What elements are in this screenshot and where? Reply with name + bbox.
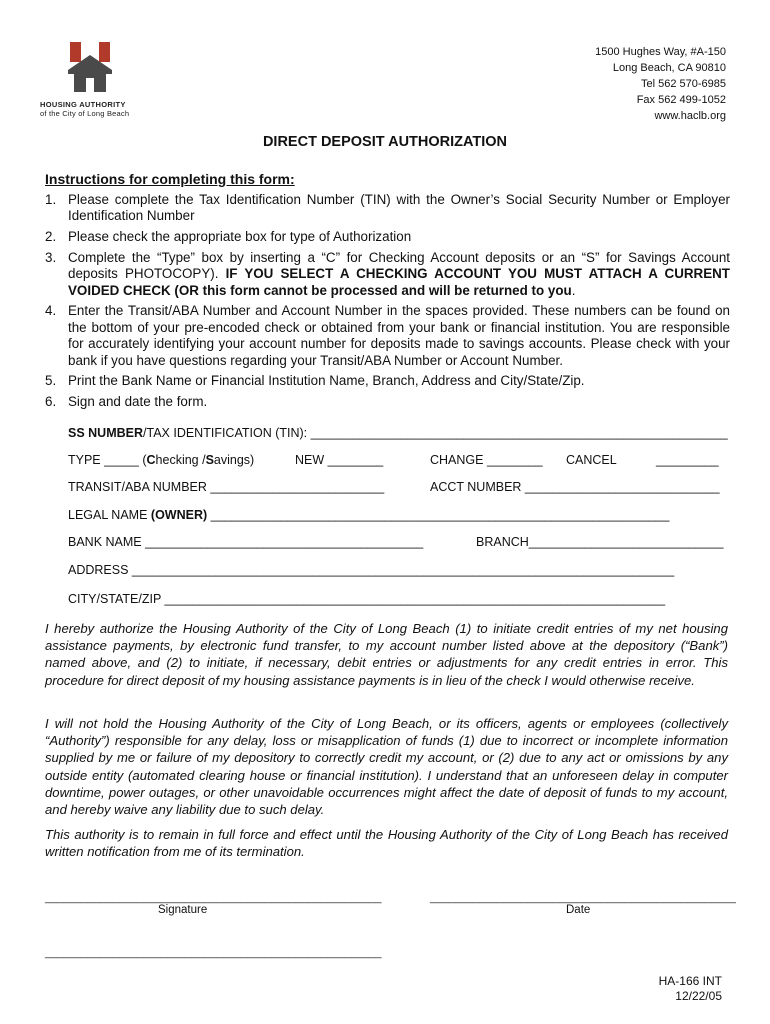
signature-label: Signature [158, 904, 208, 916]
ss-number-line[interactable]: ____________________________________________________________ [310, 426, 728, 440]
address-city: Long Beach, CA 90810 [612, 62, 726, 74]
form-number: HA-166 INT [658, 974, 722, 988]
step-number: 5. [45, 373, 57, 389]
type-checking-letter: C [146, 453, 156, 467]
type-label: TYPE _____ ( [68, 453, 147, 467]
cancel-label: CANCEL [566, 453, 617, 467]
bank-name-field[interactable]: BANK NAME ________________________________________ [68, 535, 424, 549]
address-street: 1500 Hughes Way, #A-150 [595, 46, 726, 58]
signature-line[interactable]: _______________________________________________________ [45, 892, 382, 904]
new-field[interactable]: NEW ________ [295, 453, 384, 467]
ss-number-label: /TAX IDENTIFICATION (TIN): [143, 426, 311, 440]
change-field[interactable]: CHANGE ________ [430, 453, 543, 467]
logo-title: HOUSING AUTHORITY [40, 100, 126, 109]
type-savings-rest: avings) [213, 453, 255, 467]
ss-number-field[interactable] [68, 426, 728, 440]
instruction-step-1 [45, 192, 730, 225]
acct-number-field[interactable]: ACCT NUMBER ____________________________ [430, 480, 720, 494]
step-text: Print the Bank Name or Financial Institution Name, Branch, Address and City/State/Zip. [68, 373, 585, 389]
step-text: Sign and date the form. [68, 393, 208, 409]
step-number: 4. [45, 303, 57, 319]
step-number: 6. [45, 393, 57, 409]
additional-signature-line[interactable]: _______________________________________________________ [45, 947, 382, 959]
instruction-step-5 [45, 373, 730, 389]
date-label: Date [566, 904, 591, 916]
city-state-zip-field[interactable]: CITY/STATE/ZIP ________________________________________________________________________ [68, 592, 666, 606]
legal-name-label: LEGAL NAME [68, 508, 151, 522]
instructions-heading: Instructions for completing this form: [45, 171, 295, 187]
authorization-paragraph: I hereby authorize the Housing Authority of the City of Long Beach (1) to initiate credit entries of my net housing assistance payments, by electronic fund transfer, to my account number listed above at the depository (“Bank”) named above, and (2) to initiate, if necessary, debit entries or adjustments for any credit entries in error. This procedure for direct deposit of my housing assistance payments is in lieu of the check I would otherwise receive. [45, 621, 728, 688]
type-checking-rest: hecking / [155, 453, 206, 467]
logo-subtitle: of the City of Long Beach [40, 109, 130, 118]
address-web: www.haclb.org [654, 110, 726, 122]
ss-number-label-bold: SS NUMBER [68, 426, 144, 440]
address-field[interactable]: ADDRESS ______________________________________________________________________________ [68, 563, 675, 577]
legal-name-owner: (OWNER) [150, 508, 208, 522]
termination-paragraph: This authority is to remain in full force and effect until the Housing Authority of the City of Long Beach has received written notification from me of its termination. [45, 827, 728, 860]
house-logo-icon [68, 42, 112, 92]
instruction-step-2 [45, 229, 730, 245]
step-number: 2. [45, 229, 57, 245]
step-warning-text: IF YOU SELECT A CHECKING ACCOUNT YOU MUST ATTACH A CURRENT VOIDED CHECK (OR this form cannot be processed and will be returned to you [68, 266, 730, 298]
address-block [595, 44, 726, 124]
housing-authority-logo [40, 42, 148, 118]
step-text: Please complete the Tax Identification Number (TIN) with the Owner’s Social Security Number or Employer Identification Number [68, 192, 730, 224]
transit-aba-field[interactable]: TRANSIT/ABA NUMBER _________________________ [68, 480, 385, 494]
branch-field[interactable]: BRANCH____________________________ [476, 535, 724, 549]
form-date: 12/22/05 [675, 989, 722, 1003]
date-line[interactable]: __________________________________________________ [430, 892, 736, 904]
step-text: Please check the appropriate box for type of Authorization [68, 229, 412, 245]
instruction-step-6 [45, 394, 730, 410]
step-text-end: . [571, 282, 576, 298]
step-text: Enter the Transit/ABA Number and Account Number in the spaces provided. These numbers can be found on the bottom of your pre-encoded check or obtained from your bank or financial institution. You are responsible for accurately identifying your account number for deposits made to savings accounts. Please check with your bank if you have questions regarding your Transit/ABA Number or Account Number. [68, 303, 730, 368]
step-text: Complete the “Type” box by inserting a “C” for Checking Account deposits or an “S” for Savings Account deposits PHOTOCOPY). [68, 249, 730, 282]
instructions-list [45, 192, 730, 415]
address-fax: Fax 562 499-1052 [636, 94, 726, 106]
cancel-field-line[interactable]: _________ [656, 453, 719, 467]
step-number: 1. [45, 192, 57, 207]
type-savings-letter: S [205, 453, 214, 467]
form-code [659, 974, 722, 1004]
address-tel: Tel 562 570-6985 [640, 78, 726, 90]
legal-name-line[interactable]: __________________________________________________________________ [207, 508, 670, 522]
page-title: DIRECT DEPOSIT AUTHORIZATION [262, 134, 508, 150]
type-field[interactable] [68, 453, 254, 467]
liability-paragraph: I will not hold the Housing Authority of the City of Long Beach, or its officers, agents or employees (collectively “Authority”) responsible for any delay, loss or misapplication of funds (1) due to incorrect or incomplete information supplied by me or failure of my depository to correctly credit my account, or (2) due to any act or omissions by any outside entity (automated clearing house or financial institution). I understand that an unforeseen delay in computer downtime, power outages, or other unavoidable occurrences might affect the date of deposit of funds to my account, and hereby waive any liability due to such delay. [45, 716, 728, 818]
step-text-container [68, 250, 730, 299]
step-number: 3. [45, 249, 57, 265]
legal-name-field[interactable] [68, 508, 669, 522]
instruction-step-4 [45, 303, 730, 369]
instruction-step-3 [45, 250, 730, 299]
